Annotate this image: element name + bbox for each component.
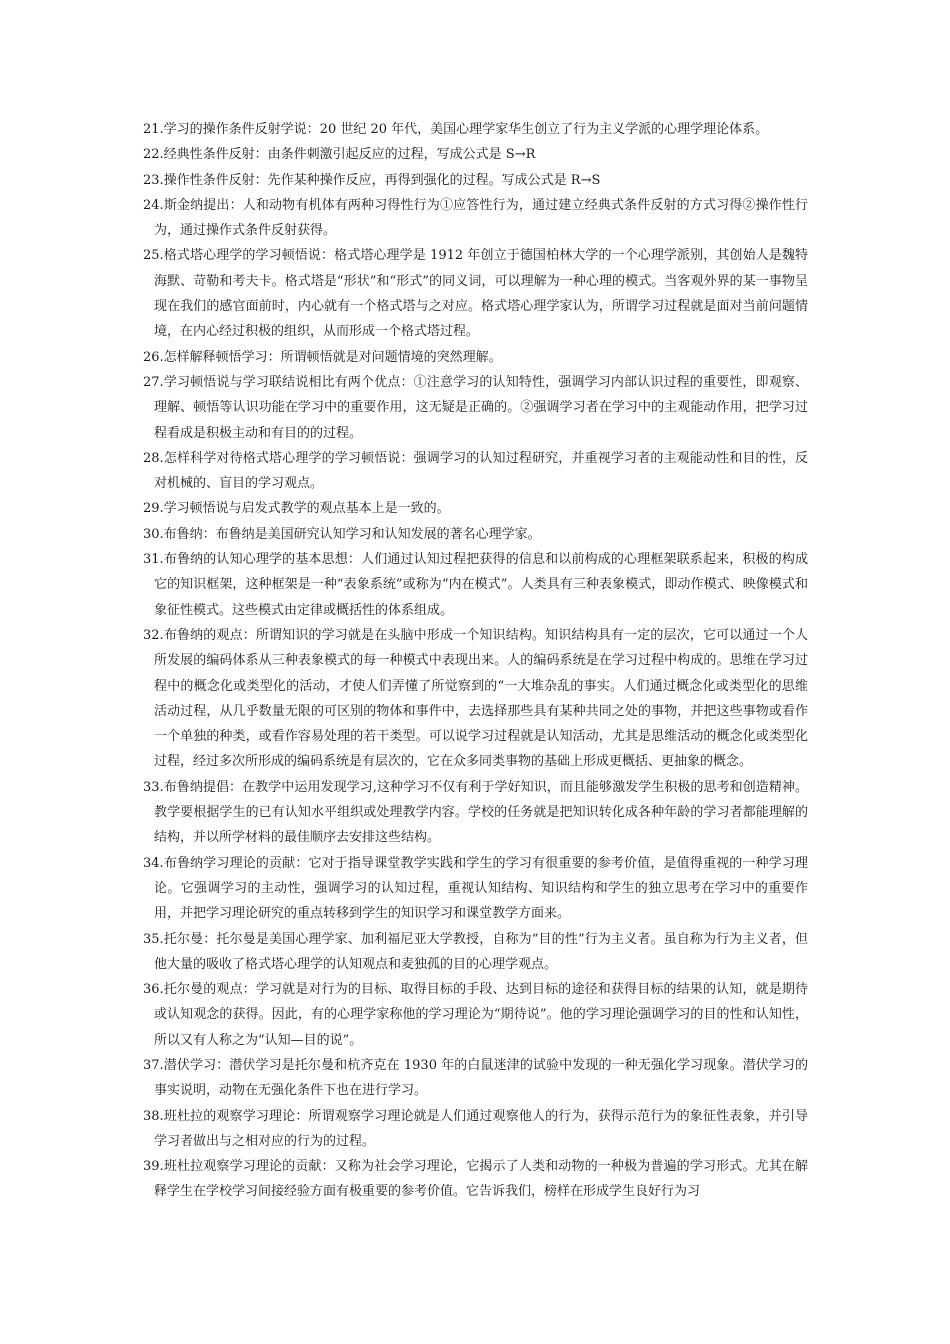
list-item-34: 34.布鲁纳学习理论的贡献：它对于指导课堂教学实践和学生的学习有很重要的参考价值，是值得重视的一种学习理论。它强调学习的主动性，强调学习的认知过程，重视认知结构、知识结构和学生的独立思考在学习中的重要作用，并把学习理论研究的重点转移到学生的知识学习和课堂教学方面来。	[143, 855, 808, 922]
list-item-21: 21.学习的操作条件反射学说：20 世纪 20 年代，美国心理学家华生创立了行为主义学派的心理学理论体系。	[143, 122, 769, 137]
list-item-23: 23.操作性条件反射：先作某种操作反应，再得到强化的过程。写成公式是 R→S	[143, 172, 601, 188]
list-item-25: 25.格式塔心理学的学习顿悟说：格式塔心理学是 1912 年创立于德国柏林大学的一个心理学派别，其创始人是魏特海默、苛勒和考夫卡。格式塔是“形状”和“形式”的同义词，可以理解为一种心理的模式。当客观外界的某一事物呈现在我们的感官面前时，内心就有一个格式塔与之对应。格式塔心理学家认为，所谓学习过程就是面对当前问题情境，在内心经过积极的组织，从而形成一个格式塔过程。	[143, 248, 808, 340]
list-item-36: 36.托尔曼的观点：学习就是对行为的目标、取得目标的手段、达到目标的途径和获得目标的结果的认知，就是期待或认知观念的获得。因此，有的心理学家称他的学习理论为“期待说”。他的学习理论强调学习的目的性和认知性，所以又有人称之为“认知—目的说”。	[143, 982, 808, 1048]
list-item-24: 24.斯金纳提出：人和动物有机体有两种习得性行为①应答性行为，通过建立经典式条件反射的方式习得②操作性行为，通过操作式条件反射获得。	[143, 197, 808, 239]
list-item-29: 29.学习顿悟说与启发式教学的观点基本上是一致的。	[143, 501, 450, 517]
list-item-26: 26.怎样解释顿悟学习：所谓顿悟就是对问题情境的突然理解。	[143, 349, 502, 365]
document-body	[143, 117, 808, 1205]
list-item-31: 31.布鲁纳的认知心理学的基本思想：人们通过认知过程把获得的信息和以前构成的心理框架联系起来，积极的构成它的知识框架，这种框架是一种“表象系统”或称为“内在模式”。人类具有三种表象模式，即动作模式、映像模式和象征性模式。这些模式由定律或概括性的体系组成。	[143, 552, 808, 618]
list-item-35: 35.托尔曼：托尔曼是美国心理学家、加利福尼亚大学教授，自称为“目的性”行为主义者。虽自称为行为主义者，但他大量的吸收了格式塔心理学的认知观点和麦独孤的目的心理学观点。	[143, 931, 808, 972]
list-item-32: 32.布鲁纳的观点：所谓知识的学习就是在头脑中形成一个知识结构。知识结构具有一定的层次，它可以通过一个人所发展的编码体系从三种表象模式的每一种模式中表现出来。人的编码系统是在学习过程中构成的。思维在学习过程中的概念化或类型化的活动，才使人们弄懂了所觉察到的“一大堆杂乱的事实。人们通过概念化或类型化的思维活动过程，从几乎数量无限的可区别的物体和事件中，去选择那些具有某种共同之处的事物，并把这些事物或看作一个单独的种类，或看作容易处理的若干类型。可以说学习过程就是认知活动，尤其是思维活动的概念化或类型化过程，经过多次所形成的编码系统是有层次的，它在众多同类事物的基础上形成更概括、更抽象的概念。	[143, 627, 808, 770]
list-item-28: 28.怎样科学对待格式塔心理学的学习顿悟说：强调学习的认知过程研究，并重视学习者的主观能动性和目的性，反对机械的、盲目的学习观点。	[143, 450, 808, 492]
list-item-39: 39.班杜拉观察学习理论的贡献：又称为社会学习理论，它揭示了人类和动物的一种极为普遍的学习形式。尤其在解释学生在学校学习间接经验方面有极重要的参考价值。它告诉我们，榜样在形成学生良好行为习	[143, 1159, 808, 1200]
list-item-30: 30.布鲁纳：布鲁纳是美国研究认知学习和认知发展的著名心理学家。	[143, 526, 541, 542]
list-item-38: 38.班杜拉的观察学习理论：所谓观察学习理论就是人们通过观察他人的行为，获得示范行为的象征性表象，并引导学习者做出与之相对应的行为的过程。	[143, 1108, 808, 1149]
list-item-33: 33.布鲁纳提倡：在教学中运用发现学习,这种学习不仅有利于学好知识，而且能够激发学生积极的思考和创造精神。教学要根据学生的已有认知水平组织或处理教学内容。学校的任务就是把知识转化成各种年龄的学习者都能理解的结构，并以所学材料的最佳顺序去安排这些结构。	[143, 779, 808, 846]
list-item-27: 27.学习顿悟说与学习联结说相比有两个优点：①注意学习的认知特性，强调学习内部认识过程的重要性，即观察、理解、顿悟等认识功能在学习中的重要作用，这无疑是正确的。②强调学习者在学习中的主观能动作用，把学习过程看成是积极主动和有目的的过程。	[143, 374, 808, 441]
list-item-37: 37.潜伏学习：潜伏学习是托尔曼和杭齐克在 1930 年的白鼠迷津的试验中发现的一种无强化学习现象。潜伏学习的事实说明，动物在无强化条件下也在进行学习。	[143, 1057, 808, 1099]
list-item-22: 22.经典性条件反射：由条件刺激引起反应的过程，写成公式是 S→R	[143, 147, 536, 163]
